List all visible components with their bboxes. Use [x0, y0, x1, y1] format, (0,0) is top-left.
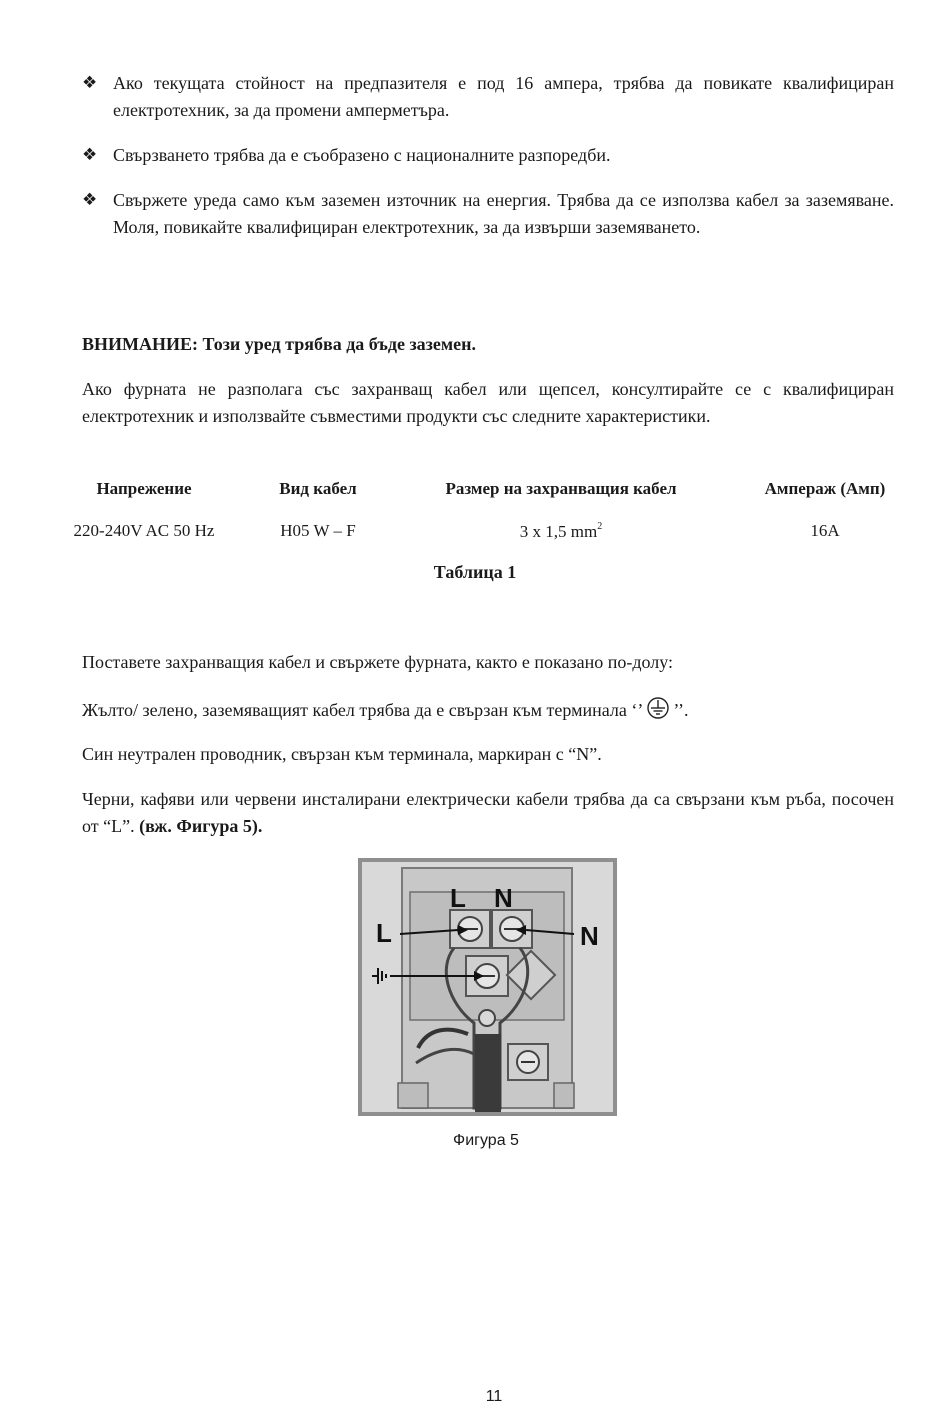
live-wire-text: Черни, кафяви или червени инсталирани електрически кабели трябва да са свързани към ръба, посочен от “L”.	[82, 789, 894, 836]
cell-cable-size	[394, 504, 728, 558]
figure-label-top-n: N	[494, 883, 513, 913]
live-wire-paragraph	[82, 786, 894, 840]
intro-paragraph: Ако фурната не разполага със захранващ кабел или щепсел, консултирайте се с квалифициран електротехник и използвайте съвместими продукти със следните характеристики.	[82, 379, 894, 426]
header-cable-size: Размер на захранващия кабел	[445, 479, 677, 498]
bullet-text: Свържете уреда само към заземен източник на енергия. Трябва да се използва кабел за заземяване. Моля, повикайте квалифициран електротехник, за да извърши заземяването.	[113, 190, 894, 237]
instruction-paragraph: Поставете захранващия кабел и свържете фурната, както е показано по-долу:	[82, 652, 674, 672]
spec-table	[46, 474, 922, 558]
bullet-text: Ако текущата стойност на предпазителя е под 16 ампера, трябва да повикате квалифициран електротехник, за да промени амперметъра.	[113, 73, 894, 120]
cable-size-superscript: 2	[597, 520, 603, 532]
diamond-bullet-icon: ❖	[82, 73, 98, 93]
bullet-item	[82, 187, 894, 241]
header-cable-type: Вид кабел	[279, 479, 357, 498]
page-number: 11	[485, 1388, 503, 1405]
header-voltage: Напрежение	[96, 479, 192, 498]
diamond-bullet-icon: ❖	[82, 145, 98, 165]
neutral-wire-paragraph: Син неутрален проводник, свързан към терминала, маркиран с “N”.	[82, 744, 602, 764]
header-amperage: Ампераж (Амп)	[764, 479, 886, 498]
figure-caption: Фигура 5	[453, 1132, 519, 1149]
figure-label-left: L	[376, 918, 392, 948]
ground-wire-text-end: ’’.	[673, 700, 689, 720]
figure-label-top-l: L	[450, 883, 466, 913]
figure-reference: (вж. Фигура 5).	[139, 816, 263, 836]
table-caption: Таблица 1	[433, 562, 517, 582]
bullet-item	[82, 70, 894, 124]
table-row	[46, 504, 922, 558]
ground-wire-text: Жълто/ зелено, заземяващият кабел трябва да е свързан към терминала ‘’	[82, 700, 644, 720]
cell-cable-type: H05 W – F	[280, 521, 356, 540]
bullet-list	[82, 70, 894, 259]
ground-wire-paragraph	[82, 697, 894, 727]
cell-voltage: 220-240V AC 50 Hz	[73, 521, 215, 540]
table-header-row	[46, 474, 922, 504]
bullet-text: Свързването трябва да е съобразено с националните разпоредби.	[113, 145, 611, 165]
cell-amperage: 16A	[810, 521, 840, 540]
diamond-bullet-icon: ❖	[82, 190, 98, 210]
figure-label-right: N	[580, 921, 599, 951]
bullet-item	[82, 142, 894, 169]
warning-heading: ВНИМАНИЕ: Този уред трябва да бъде заземен.	[82, 334, 477, 354]
terminal-block-photo	[358, 858, 617, 1116]
cable-size-value: 3 x 1,5 mm	[519, 521, 598, 541]
ground-symbol-icon	[645, 697, 671, 727]
